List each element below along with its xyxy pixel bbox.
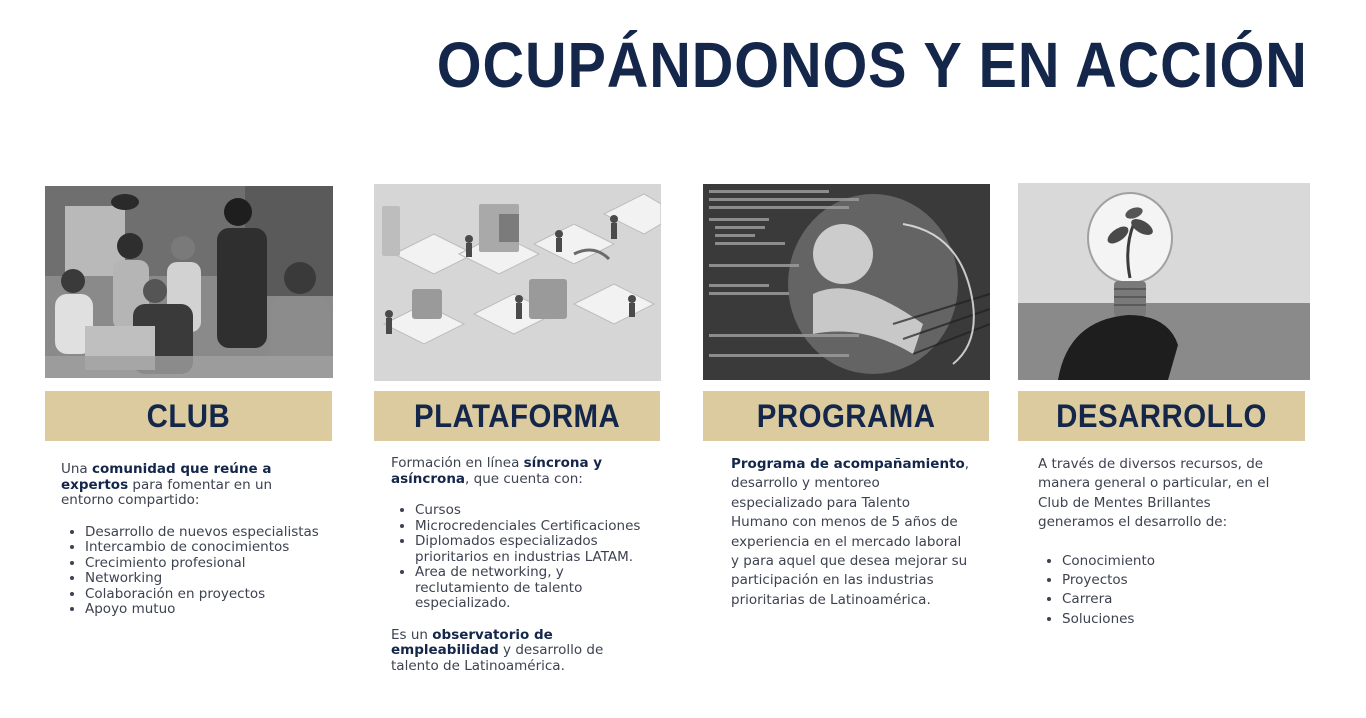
club-photo: [45, 186, 333, 378]
list-item: • Diplomados especializados prioritarios en industrias LATAM.: [415, 534, 646, 565]
plataforma-intro: [391, 456, 646, 487]
club-intro-bold: comunidad que reúne a expertos: [61, 461, 272, 493]
list-item: • Colaboración en proyectos: [85, 587, 326, 603]
list-item: • Crecimiento profesional: [85, 556, 326, 572]
desarrollo-list: [1038, 552, 1288, 630]
list-item: • Proyectos: [1062, 571, 1288, 590]
desarrollo-photo: [1018, 183, 1310, 380]
programa-intro: [731, 455, 971, 610]
list-item: • Microcredenciales Certificaciones: [415, 519, 646, 535]
club-heading: [45, 391, 332, 441]
desarrollo-intro: A través de diversos recursos, de manera general o particular, en el Club de Mentes Brillantes generamos el desarrollo de:: [1038, 456, 1270, 531]
club-description: [61, 462, 326, 618]
programa-heading-text: PROGRAMA: [756, 397, 936, 434]
plataforma-intro-bold: síncrona y asíncrona: [391, 455, 603, 487]
spacer: [61, 509, 326, 525]
club-intro-pre: Una: [61, 461, 93, 477]
list-item: • Soluciones: [1062, 610, 1288, 629]
spacer: [391, 612, 646, 628]
programa-description: [731, 455, 971, 610]
programa-intro-bold: Programa de acompañamiento: [731, 456, 965, 472]
list-item: • Apoyo mutuo: [85, 602, 326, 618]
club-intro-post: para fomentar en un entorno compartido:: [61, 476, 273, 508]
club-intro: [61, 462, 326, 509]
plataforma-illustration: [374, 184, 661, 381]
plataforma-list: [391, 503, 646, 612]
club-heading-text: CLUB: [146, 397, 231, 434]
programa-heading: [703, 391, 989, 441]
desarrollo-heading: [1018, 391, 1305, 441]
desarrollo-description: [1038, 455, 1288, 629]
list-item: • Conocimiento: [1062, 552, 1288, 571]
list-item: • Carrera: [1062, 590, 1288, 609]
plataforma-outro-post: y desarrollo de talento de Latinoamérica.: [391, 642, 604, 674]
plataforma-description: [391, 456, 646, 674]
desarrollo-heading-text: DESARROLLO: [1056, 397, 1267, 434]
list-item: • Desarrollo de nuevos especialistas: [85, 525, 326, 541]
plataforma-outro: [391, 628, 646, 675]
plataforma-intro-pre: Formación en línea: [391, 455, 524, 471]
plataforma-heading: [374, 391, 660, 441]
spacer: [1038, 533, 1288, 552]
list-item: • Cursos: [415, 503, 646, 519]
club-list: [61, 525, 326, 618]
programa-photo: [703, 184, 990, 380]
plataforma-outro-pre: Es un: [391, 626, 433, 643]
plataforma-outro-bold: observatorio de empleabilidad: [391, 626, 553, 658]
plataforma-intro-post: , que cuenta con:: [465, 470, 583, 487]
plataforma-heading-text: PLATAFORMA: [413, 397, 621, 434]
list-item: • Networking: [85, 571, 326, 587]
programa-intro-post: , desarrollo y mentoreo especializado para Talento Humano con menos de 5 años de experiencia en el mercado laboral y para aquel que desea mejorar su participación en las industrias prioritarias de Latinoamérica.: [731, 456, 970, 608]
page-title: OCUPÁNDONOS Y EN ACCIÓN: [437, 29, 1308, 101]
list-item: • Intercambio de conocimientos: [85, 540, 326, 556]
list-item: • Area de networking, y reclutamiento de talento especializado.: [415, 565, 646, 612]
spacer: [391, 487, 646, 503]
